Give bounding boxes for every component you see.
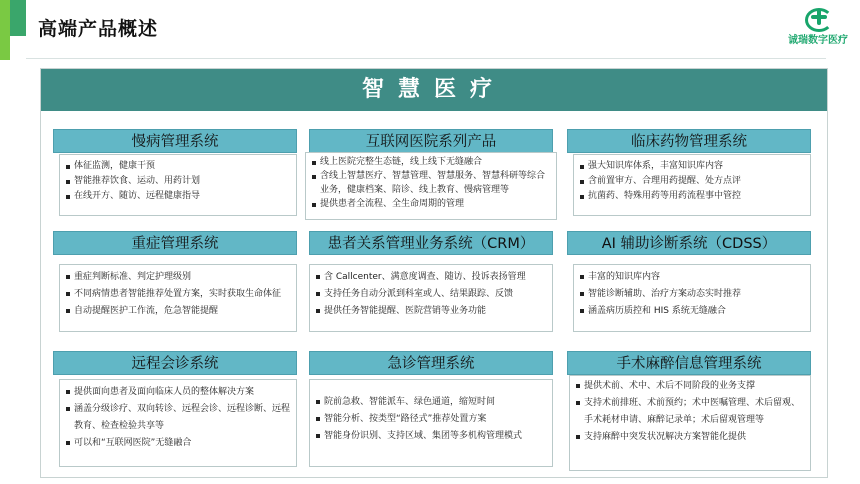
list-item: 提供任务智能提醒、医院营销等业务功能	[316, 303, 546, 320]
list-item: 强大知识库体系，丰富知识库内容	[580, 159, 804, 174]
content-panel	[40, 68, 828, 478]
list-item: 提供患者全流程、全生命周期的管理	[312, 197, 550, 211]
banner-title: 智慧医疗	[41, 69, 827, 111]
list-item: 含 Callcenter、满意度调查、随访、投诉表扬管理	[316, 269, 546, 286]
accent-bar	[0, 0, 10, 60]
list-item: 支持任务自动分派到科室或人、结果跟踪、反馈	[316, 286, 546, 303]
card-title-internet-hospital: 互联网医院系列产品	[309, 129, 553, 153]
card-title-crm: 患者关系管理业务系统（CRM）	[309, 231, 553, 255]
list-item: 智能分析、按类型“路径式”推荐处置方案	[316, 411, 546, 428]
list-item: 在线开方、随访、远程健康指导	[66, 189, 290, 204]
list-item: 可以和“互联网医院”无缝融合	[66, 435, 290, 452]
list-item: 涵盖分级诊疗、双向转诊、远程会诊、远程诊断、远程教育、检查检验共享等	[66, 401, 290, 435]
company-logo	[786, 6, 850, 46]
card-body-crm	[309, 264, 553, 332]
medical-cross-icon	[803, 6, 833, 30]
list-item: 提供面向患者及面向临床人员的整体解决方案	[66, 384, 290, 401]
list-item: 支持麻醉中突发状况解决方案智能化提供	[576, 429, 804, 446]
card-body-remote-consult	[59, 379, 297, 467]
card-title-chronic: 慢病管理系统	[53, 129, 297, 153]
logo-text: 诚瑞数字医疗	[788, 35, 848, 46]
list-item: 含前置审方、合理用药提醒、处方点评	[580, 174, 804, 189]
list-item: 线上医院完整生态链，线上线下无缝融合	[312, 155, 550, 169]
list-item: 自动提醒医护工作流，危急智能提醒	[66, 303, 290, 320]
list-item: 重症判断标准、判定护理级别	[66, 269, 290, 286]
list-item: 含线上智慧医疗、智慧管理、智慧服务、智慧科研等综合业务，健康档案、陪诊、线上教育、慢病管理等	[312, 169, 550, 197]
card-body-emergency	[309, 379, 553, 467]
list-item: 智能推荐饮食、运动、用药计划	[66, 174, 290, 189]
card-body-cdss	[573, 264, 811, 332]
list-item: 涵盖病历质控和 HIS 系统无缝融合	[580, 303, 804, 320]
card-title-anesthesia: 手术麻醉信息管理系统	[567, 351, 811, 375]
card-title-remote-consult: 远程会诊系统	[53, 351, 297, 375]
list-item: 智能诊断辅助、治疗方案动态实时推荐	[580, 286, 804, 303]
list-item: 院前急救、智能派车、绿色通道，缩短时间	[316, 394, 546, 411]
page-title: 高端产品概述	[38, 18, 159, 40]
list-item: 提供术前、术中、术后不同阶段的业务支撑	[576, 378, 804, 395]
header-divider	[26, 58, 826, 59]
card-body-anesthesia	[569, 375, 811, 471]
list-item: 支持术前排班、术前预约；术中医嘱管理、术后留观、手术耗材申请、麻醉记录单；术后留观管理等	[576, 395, 804, 429]
card-title-clinical-drug: 临床药物管理系统	[567, 129, 811, 153]
list-item: 抗菌药、特殊用药等用药流程事中管控	[580, 189, 804, 204]
card-title-critical-care: 重症管理系统	[53, 231, 297, 255]
card-body-internet-hospital	[305, 152, 557, 220]
list-item: 丰富的知识库内容	[580, 269, 804, 286]
accent-bar-secondary	[10, 0, 26, 36]
list-item: 不同病情患者智能推荐处置方案，实时获取生命体征	[66, 286, 290, 303]
card-title-cdss: AI 辅助诊断系统（CDSS）	[567, 231, 811, 255]
card-title-emergency: 急诊管理系统	[309, 351, 553, 375]
card-body-critical-care	[59, 264, 297, 332]
list-item: 智能身份识别、支持区域、集团等多机构管理模式	[316, 428, 546, 445]
card-body-clinical-drug	[573, 154, 811, 216]
card-body-chronic	[59, 154, 297, 216]
list-item: 体征监测，健康干预	[66, 159, 290, 174]
